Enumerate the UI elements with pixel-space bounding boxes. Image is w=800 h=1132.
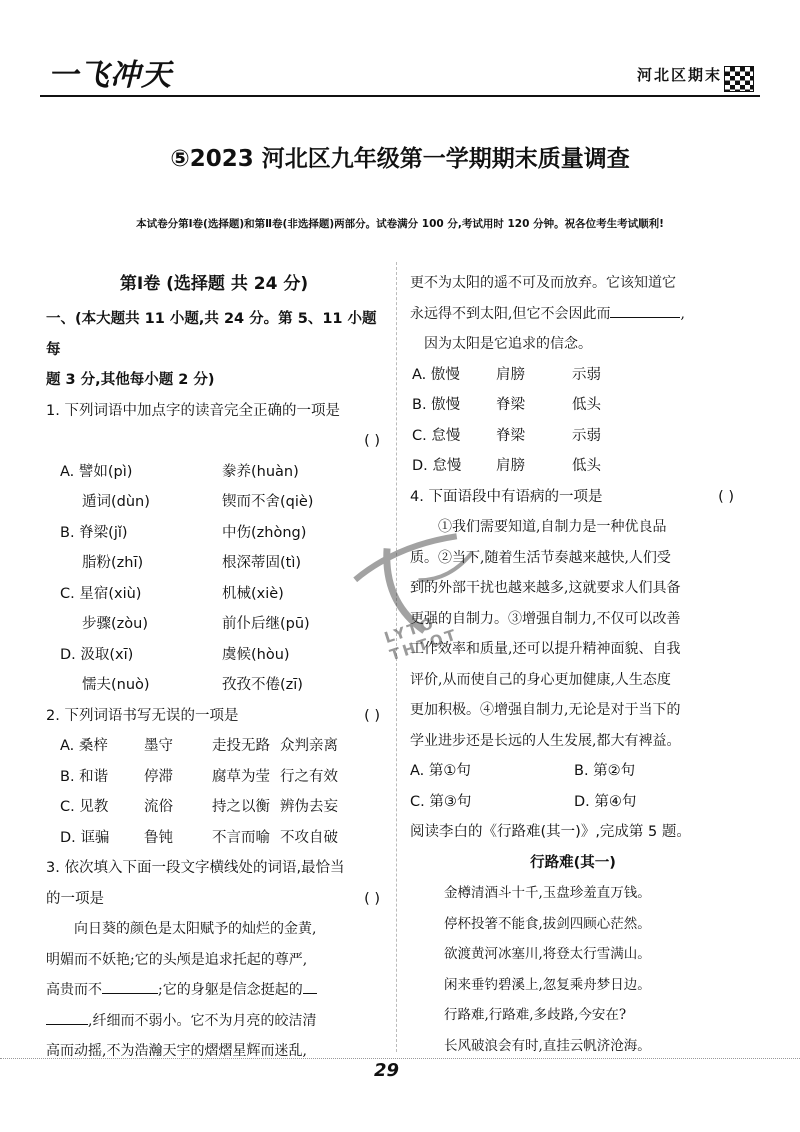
q3-answer-bracket: ( )	[364, 890, 380, 907]
q2-option-a	[46, 731, 382, 762]
q1-bracket-line	[46, 426, 382, 457]
q4-passage-line8: 学业进步还是长远的人生发展,都大有裨益。	[410, 732, 681, 749]
part-heading-line1: 一、(本大题共 11 小题,共 24 分。第 5、11 小题每	[46, 311, 377, 358]
q3-passage-text: 永远得不到太阳,但它不会因此而	[410, 305, 611, 322]
q4-passage-line7: 更加积极。④增强自制力,无论是对于当下的	[410, 702, 681, 718]
q1-opt-c2: 机械(xiè)	[222, 585, 284, 602]
q4-option-c: C. 第③句	[410, 793, 472, 810]
q2-answer-bracket: ( )	[364, 707, 380, 724]
q3-option-b	[410, 390, 736, 421]
q3-passage-cont3: 因为太阳是它追求的信念。	[424, 336, 592, 352]
q1-opt-c3: 步骤(zòu)	[82, 616, 148, 632]
q3-stem-text: 的一项是	[46, 890, 104, 907]
left-column	[46, 268, 382, 1067]
q2-a-word2: 墨守	[144, 738, 173, 754]
q3-b-word3: 低头	[572, 397, 601, 413]
q2-c-word4: 辨伪去妄	[280, 799, 338, 815]
checker-ornament-icon	[724, 66, 754, 92]
q2-option-b	[46, 762, 382, 793]
q3-option-a	[410, 360, 736, 391]
q3-option-c	[410, 421, 736, 452]
poem-line-5: 行路难,行路难,多歧路,今安在?	[444, 1007, 627, 1023]
q4-option-a: A. 第①句	[410, 763, 471, 779]
q2-c-word1: C. 见教	[60, 799, 109, 815]
blank-3	[610, 300, 680, 318]
q1-stem-text: 1. 下列词语中加点字的读音完全正确的一项是	[46, 402, 340, 419]
q4-passage-line6: 评价,从而使自己的身心更加健康,人生态度	[410, 671, 671, 688]
q2-option-c	[46, 792, 382, 823]
q3-a-word1: A. 傲慢	[412, 366, 460, 383]
q3-c-word1: C. 怠慢	[412, 427, 461, 444]
q3-passage-line2: 明媚而不妖艳;它的头颅是追求托起的尊严,	[46, 951, 308, 968]
poem-line-6: 长风破浪会有时,直挂云帆济沧海。	[444, 1037, 651, 1054]
q3-c-word2: 脊梁	[496, 427, 525, 444]
q4-passage-line3: 到的外部干扰也越来越多,这就要求人们具备	[410, 580, 681, 596]
q4-stem-text: 4. 下面语段中有语病的一项是	[410, 488, 603, 505]
q4-passage-line1: ①我们需要知道,自制力是一种优良品	[438, 519, 667, 535]
q3-d-word2: 肩膀	[496, 458, 525, 474]
poem-line-4: 闲来垂钓碧溪上,忽复乘舟梦日边。	[444, 976, 651, 993]
q2-d-word1: D. 诓骗	[60, 829, 110, 846]
q3-stem-line2	[46, 884, 382, 915]
poem-title: 行路难(其一)	[530, 854, 616, 871]
right-column	[410, 268, 736, 1061]
q3-passage-line4	[46, 1006, 382, 1037]
q1-opt-d1: D. 汲取(xī)	[60, 646, 134, 663]
poem-line-2: 停杯投箸不能食,拔剑四顾心茫然。	[444, 915, 651, 932]
q1-answer-bracket: ( )	[364, 433, 380, 449]
q1-opt-a3: 遁词(dùn)	[82, 494, 150, 510]
q3-passage-cont1: 更不为太阳的遥不可及而放弃。它该知道它	[410, 275, 676, 291]
q1-opt-d3: 懦夫(nuò)	[82, 677, 150, 693]
part-heading-line2: 题 3 分,其他每小题 2 分)	[46, 372, 215, 388]
brand-logo: 一飞冲天	[48, 58, 172, 93]
q3-a-word3: 示弱	[572, 366, 601, 383]
q2-c-word2: 流俗	[144, 799, 173, 815]
q2-b-word1: B. 和谐	[60, 768, 109, 785]
q1-options	[46, 457, 382, 701]
watermark-text: LYTO THTOT	[382, 613, 461, 665]
q2-a-word4: 众判亲离	[280, 738, 338, 754]
q1-opt-c4: 前仆后继(pū)	[222, 616, 310, 632]
q3-d-word1: D. 怠慢	[412, 458, 462, 474]
q1-opt-d2: 虞候(hòu)	[222, 646, 290, 663]
q3-passage-line5: 高而动摇,不为浩瀚天宇的熠熠星辉而迷乱,	[46, 1043, 307, 1059]
q5-intro: 阅读李白的《行路难(其一)》,完成第 5 题。	[410, 824, 691, 840]
q2-b-word4: 行之有效	[280, 768, 338, 785]
q3-d-word3: 低头	[572, 458, 601, 474]
q3-passage-text: ;它的身躯是信念挺起的	[158, 982, 303, 998]
q2-c-word3: 持之以衡	[212, 799, 270, 815]
q1-opt-b1: B. 脊梁(jǐ)	[60, 524, 128, 541]
q3-passage-cont2: 永远得不到太阳,但它不会因此而 ,	[410, 299, 736, 330]
q3-option-d	[410, 451, 736, 482]
blank-2-end	[46, 1007, 88, 1025]
poem-line-1: 金樽清酒斗十千,玉盘珍羞直万钱。	[444, 885, 651, 901]
q2-option-d	[46, 823, 382, 854]
q1-opt-a2: 豢养(huàn)	[222, 463, 299, 480]
q1-opt-b3: 脂粉(zhī)	[82, 555, 144, 571]
q2-b-word2: 停滞	[144, 768, 173, 785]
q3-c-word3: 示弱	[572, 427, 601, 444]
q4-passage-line4: 更强的自制力。③增强自制力,不仅可以改善	[410, 610, 681, 627]
q4-options	[410, 756, 736, 817]
q4-option-d: D. 第④句	[574, 793, 637, 810]
q2-a-word3: 走投无路	[212, 738, 270, 754]
blank-2-start	[303, 976, 317, 994]
q2-d-word4: 不攻自破	[280, 829, 338, 846]
header-rule	[40, 95, 760, 97]
header-tag: 河北区期末	[636, 66, 722, 84]
q2-stem-text: 2. 下列词语书写无误的一项是	[46, 707, 239, 724]
q3-stem-line1: 3. 依次填入下面一段文字横线处的词语,最恰当	[46, 860, 345, 876]
footer-rule	[0, 1058, 800, 1059]
q3-passage-text: ,纤细而不弱小。它不为月亮的皎洁清	[88, 1012, 317, 1029]
blank-1	[102, 976, 158, 994]
q1-opt-a1: A. 譬如(pì)	[60, 463, 133, 480]
q4-passage-line5: 工作效率和质量,还可以提升精神面貌、自我	[410, 641, 681, 657]
q3-a-word2: 肩膀	[496, 366, 525, 383]
q3-passage-line1: 向日葵的颜色是太阳赋予的灿烂的金黄,	[74, 921, 317, 937]
poem-line-3: 欲渡黄河冰塞川,将登太行雪满山。	[444, 946, 651, 962]
q2-b-word3: 腐草为莹	[212, 768, 270, 785]
exam-note: 本试卷分第Ⅰ卷(选择题)和第Ⅱ卷(非选择题)两部分。试卷满分 100 分,考试用时 120 分钟。祝各位考生考试顺利!	[136, 218, 664, 230]
q3-b-word2: 脊梁	[496, 397, 525, 413]
q2-a-word1: A. 桑梓	[60, 738, 108, 754]
exam-title: ⑤2023 河北区九年级第一学期期末质量调查	[170, 146, 630, 172]
q1-opt-b4: 根深蒂固(tì)	[222, 555, 302, 571]
q1-opt-a4: 锲而不舍(qiè)	[222, 494, 314, 510]
q3-passage-text: 高贵而不	[46, 982, 102, 998]
q2-d-word2: 鲁钝	[144, 829, 173, 846]
q4-answer-bracket: ( )	[718, 488, 734, 505]
q3-b-word1: B. 傲慢	[412, 397, 461, 413]
section-heading: 第Ⅰ卷 (选择题 共 24 分)	[119, 274, 309, 294]
q1-stem	[46, 396, 382, 427]
q1-opt-b2: 中伤(zhòng)	[222, 524, 307, 541]
q1-opt-c1: C. 星宿(xiù)	[60, 585, 142, 602]
q4-option-b: B. 第②句	[574, 763, 636, 779]
q4-passage-line2: 质。②当下,随着生活节奏越来越快,人们受	[410, 549, 671, 566]
q2-stem	[46, 701, 382, 732]
page-number: 29	[374, 1060, 400, 1081]
q1-opt-d4: 孜孜不倦(zī)	[222, 677, 303, 693]
q2-d-word3: 不言而喻	[212, 829, 270, 846]
q3-passage-line3	[46, 975, 382, 1006]
